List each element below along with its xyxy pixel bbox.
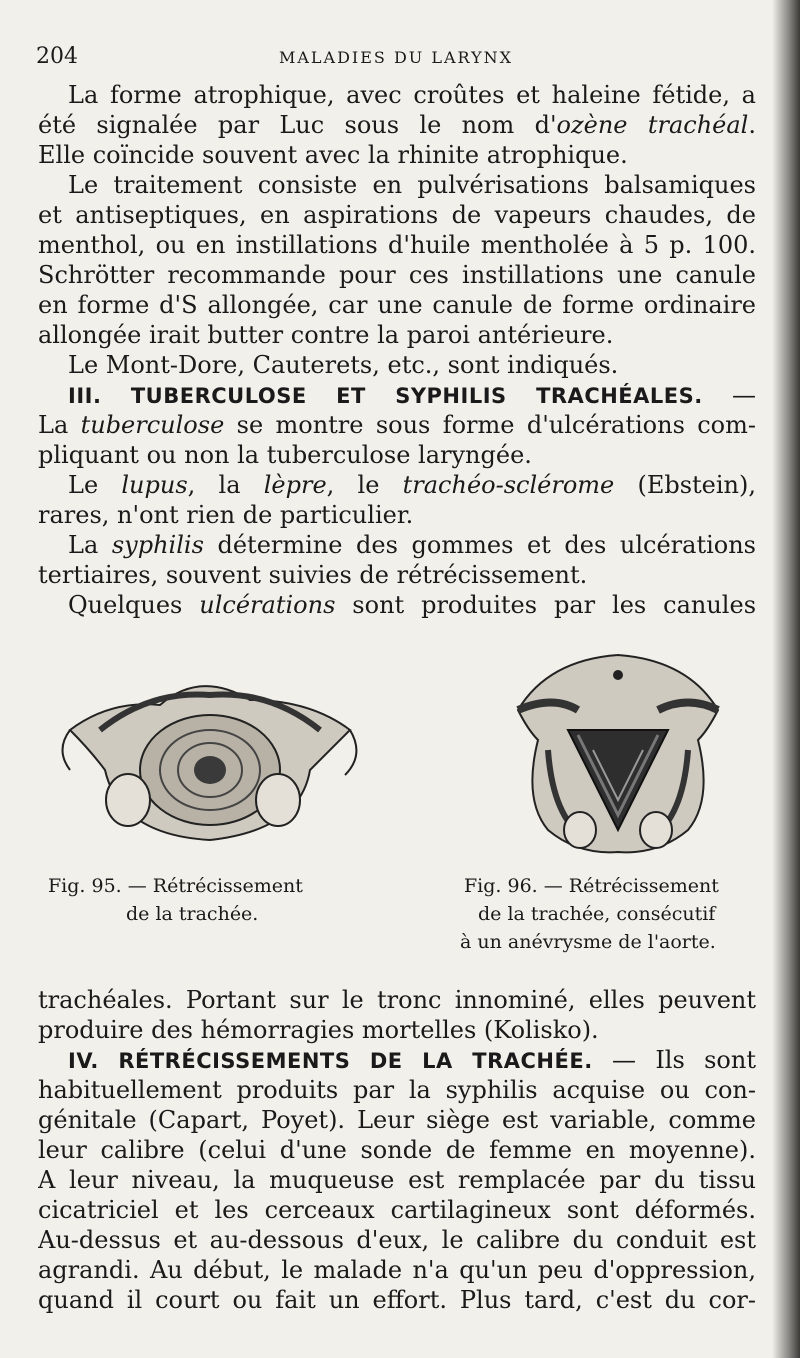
- figure-96-illustration: [508, 640, 728, 860]
- text-line: [38, 320, 756, 350]
- text-run: Elle coïncide souvent avec la rhinite atrophique.: [38, 141, 628, 169]
- text-run: La forme atrophique, avec croûtes et haleine fétide, a: [68, 81, 756, 109]
- text-line: [38, 1105, 756, 1135]
- text-line: [38, 290, 756, 320]
- text-line: [38, 1195, 756, 1225]
- body-text-top: [38, 80, 756, 620]
- text-run: agrandi. Au début, le malade n'a qu'un peu d'oppression,: [38, 1256, 756, 1284]
- caption-line: de la trachée.: [126, 903, 259, 925]
- text-run: menthol, ou en instillations d'huile mentholée à 5 p. 100.: [38, 231, 756, 259]
- text-line: [38, 500, 756, 530]
- italic-term: syphilis: [111, 531, 204, 559]
- running-title: MALADIES DU LARYNX: [278, 48, 514, 67]
- text-run: quand il court ou fait un effort. Plus tard, c'est du cor-: [38, 1286, 756, 1314]
- text-run: habituellement produits par la syphilis acquise ou con-: [38, 1076, 756, 1104]
- text-run: cicatriciel et les cerceaux cartilagineux sont déformés.: [38, 1196, 756, 1224]
- text-line: [38, 1135, 756, 1165]
- text-run: se montre sous forme d'ulcérations com-: [224, 411, 756, 439]
- text-run: génitale (Capart, Poyet). Leur siège est variable, comme: [38, 1106, 756, 1134]
- text-line: [38, 110, 756, 140]
- text-line: [38, 1045, 756, 1075]
- text-run: été signalée par Luc sous le nom d': [38, 111, 557, 139]
- text-run: Le: [68, 471, 122, 499]
- text-run: —: [702, 381, 756, 409]
- caption-line: Fig. 96. — Rétrécissement: [464, 875, 719, 897]
- text-run: sont produites par les canules: [335, 591, 756, 619]
- text-run: trachéales. Portant sur le tronc innominé, elles peuvent: [38, 986, 756, 1014]
- text-line: [38, 230, 756, 260]
- text-line: [38, 410, 756, 440]
- figures-area: [38, 640, 768, 960]
- text-run: tertiaires, souvent suivies de rétrécissement.: [38, 561, 588, 589]
- text-line: [38, 1075, 756, 1105]
- text-line: [38, 440, 756, 470]
- caption-line: de la trachée, consécutif: [478, 903, 716, 925]
- figure-95-caption: [48, 872, 303, 928]
- text-run: Au-dessus et au-dessous d'eux, le calibre du conduit est: [38, 1226, 756, 1254]
- text-run: La: [68, 531, 112, 559]
- text-run: .: [748, 111, 756, 139]
- text-run: (Ebstein),: [614, 471, 756, 499]
- text-line: [38, 350, 756, 380]
- italic-term: trachéo-sclérome: [402, 471, 615, 499]
- text-run: , le: [326, 471, 403, 499]
- text-run: Le Mont-Dore, Cauterets, etc., sont indiqués.: [68, 351, 619, 379]
- figure-96-caption: [460, 872, 719, 956]
- text-line: [38, 470, 756, 500]
- italic-term: ulcérations: [199, 591, 336, 619]
- text-run: A leur niveau, la muqueuse est remplacée par du tissu: [38, 1166, 756, 1194]
- text-line: [38, 590, 756, 620]
- caption-line: Fig. 95. — Rétrécissement: [48, 875, 303, 897]
- italic-term: lupus: [121, 471, 188, 499]
- text-line: [38, 200, 756, 230]
- text-run: produire des hémorragies mortelles (Kolisko).: [38, 1016, 599, 1044]
- text-line: [38, 140, 756, 170]
- text-run: pliquant ou non la tuberculose laryngée.: [38, 441, 532, 469]
- text-run: , la: [187, 471, 264, 499]
- text-line: [38, 260, 756, 290]
- page-number: 204: [36, 44, 78, 69]
- text-run: en forme d'S allongée, car une canule de forme ordinaire: [38, 291, 756, 319]
- text-run: Le traitement consiste en pulvérisations balsamiques: [68, 171, 756, 199]
- text-line: [38, 1225, 756, 1255]
- text-line: [38, 1015, 756, 1045]
- text-line: [38, 1255, 756, 1285]
- italic-term: lèpre: [263, 471, 327, 499]
- text-line: [38, 1165, 756, 1195]
- text-run: détermine des gommes et des ulcérations: [203, 531, 756, 559]
- figure-95-illustration: [50, 660, 360, 860]
- body-text-bottom: [38, 985, 756, 1315]
- page-edge-shadow: [772, 0, 800, 1358]
- text-line: [38, 530, 756, 560]
- text-line: [38, 80, 756, 110]
- text-line: [38, 560, 756, 590]
- text-run: rares, n'ont rien de particulier.: [38, 501, 414, 529]
- italic-term: ozène trachéal: [556, 111, 749, 139]
- page-header: [36, 44, 756, 74]
- caption-line: à un anévrysme de l'aorte.: [460, 931, 716, 953]
- text-run: La: [38, 411, 81, 439]
- text-run: Schrötter recommande pour ces instillations une canule: [38, 261, 756, 289]
- section-heading: IV. RÉTRÉCISSEMENTS DE LA TRACHÉE.: [68, 1049, 593, 1073]
- text-line: [38, 1285, 756, 1315]
- text-run: Quelques: [68, 591, 200, 619]
- text-run: et antiseptiques, en aspirations de vapeurs chaudes, de: [38, 201, 756, 229]
- section-heading: III. TUBERCULOSE ET SYPHILIS TRACHÉALES.: [68, 384, 703, 408]
- italic-term: tuberculose: [80, 411, 225, 439]
- text-line: [38, 170, 756, 200]
- text-run: leur calibre (celui d'une sonde de femme en moyenne).: [38, 1136, 756, 1164]
- text-line: [38, 985, 756, 1015]
- text-run: allongée irait butter contre la paroi antérieure.: [38, 321, 614, 349]
- text-run: — Ils sont: [592, 1046, 756, 1074]
- text-line: [38, 380, 756, 410]
